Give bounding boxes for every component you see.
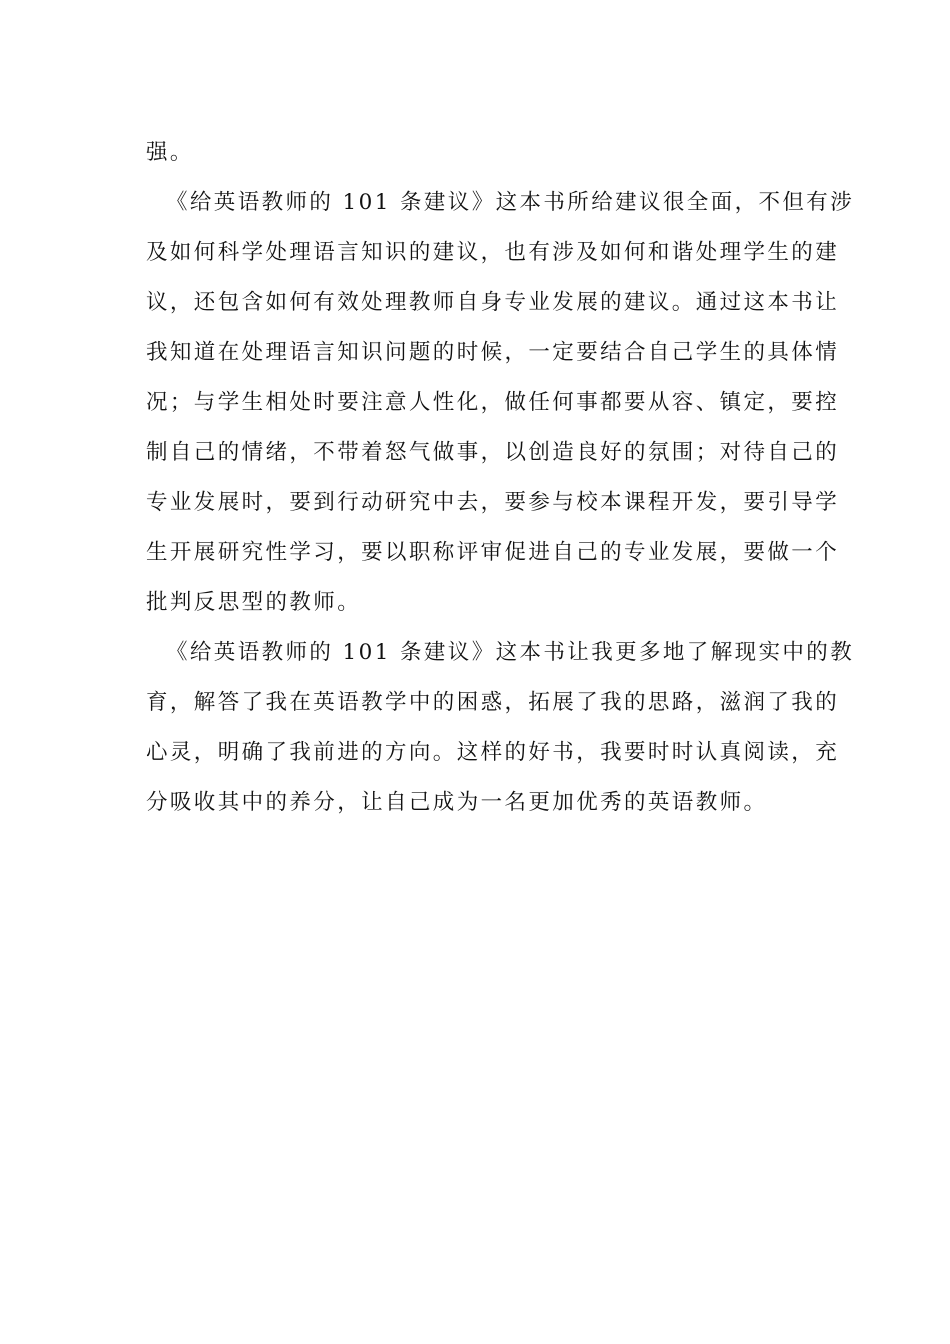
text-line: 及如何科学处理语言知识的建议，也有涉及如何和谐处理学生的建 (146, 240, 840, 265)
paragraph-1 (146, 128, 806, 178)
text-line: 《给英语教师的 101 条建议》这本书让我更多地了解现实中的教 (166, 640, 855, 665)
text-line: 制自己的情绪，不带着怒气做事，以创造良好的氛围；对待自己的 (146, 440, 840, 465)
text-line: 《给英语教师的 101 条建议》这本书所给建议很全面，不但有涉 (166, 190, 855, 215)
text-line: 分吸收其中的养分，让自己成为一名更加优秀的英语教师。 (146, 790, 768, 815)
text-line: 心灵，明确了我前进的方向。这样的好书，我要时时认真阅读，充 (146, 740, 840, 765)
text-line: 育，解答了我在英语教学中的困惑，拓展了我的思路，滋润了我的 (146, 690, 840, 715)
text-line: 强。 (146, 140, 194, 165)
text-line: 我知道在处理语言知识问题的时候，一定要结合自己学生的具体情 (146, 340, 840, 365)
text-line: 议，还包含如何有效处理教师自身专业发展的建议。通过这本书让 (146, 290, 840, 315)
text-line: 专业发展时，要到行动研究中去，要参与校本课程开发，要引导学 (146, 490, 840, 515)
paragraph-3 (146, 628, 855, 828)
paragraph-2 (146, 178, 855, 628)
text-line: 况；与学生相处时要注意人性化，做任何事都要从容、镇定，要控 (146, 390, 840, 415)
text-line: 批判反思型的教师。 (146, 590, 362, 615)
document-body (146, 128, 855, 828)
text-line: 生开展研究性学习，要以职称评审促进自己的专业发展，要做一个 (146, 540, 840, 565)
